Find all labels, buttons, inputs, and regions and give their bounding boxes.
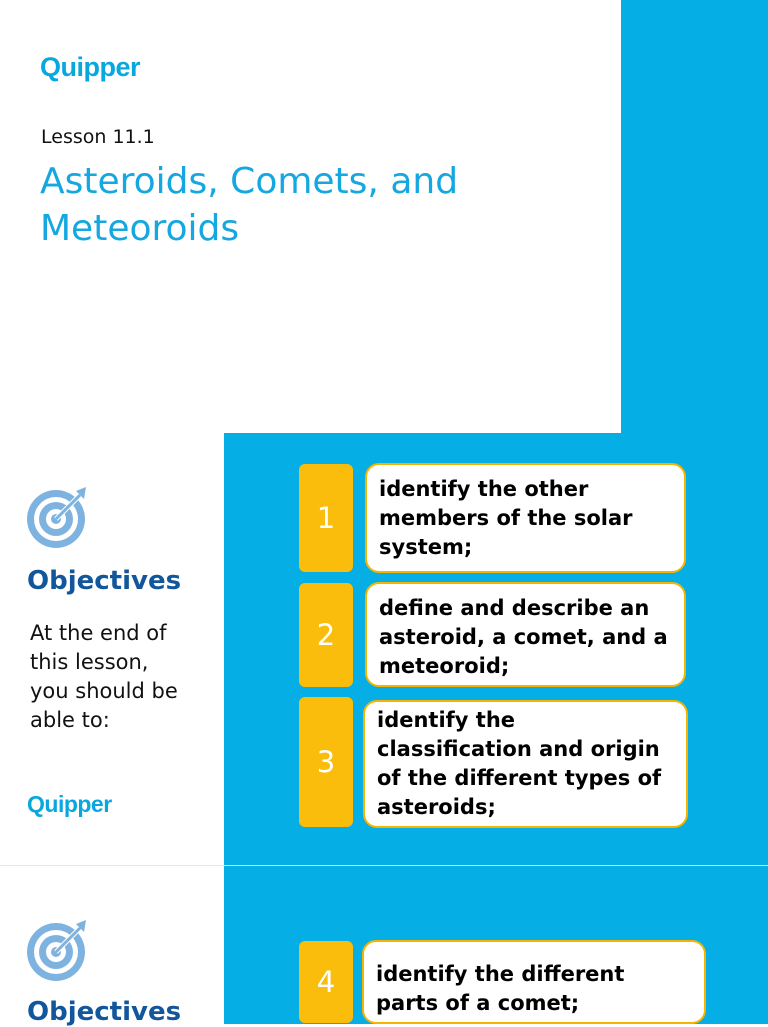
objective-item-1: identify the other members of the solar system; [365,463,686,573]
objective-number-4: 4 [299,941,353,1023]
target-icon [24,916,92,984]
objectives-heading: Objectives [27,566,182,596]
objectives-slide-2 [0,866,768,1027]
quipper-logo: Quipper [40,52,141,82]
quipper-logo: Quipper [27,791,112,817]
objectives-intro: At the end of this lesson, you should be able to: [30,621,178,732]
lesson-number: Lesson 11.1 [41,126,155,148]
title-slide [0,0,768,433]
objective-number-3: 3 [299,697,353,827]
objectives-heading: Objectives [27,997,182,1027]
objective-number-2: 2 [299,583,353,687]
lesson-title: Asteroids, Comets, and Meteoroids [40,161,459,249]
objective-item-2: define and describe an asteroid, a comet, and a meteoroid; [365,582,686,687]
target-icon [24,483,92,551]
objectives-slide-1 [0,433,768,865]
accent-panel [621,0,768,433]
objective-item-3: identify the classification and origin of the different types of asteroids; [363,700,688,828]
objective-item-4: identify the different parts of a comet; [362,940,706,1024]
objective-number-1: 1 [299,464,353,572]
